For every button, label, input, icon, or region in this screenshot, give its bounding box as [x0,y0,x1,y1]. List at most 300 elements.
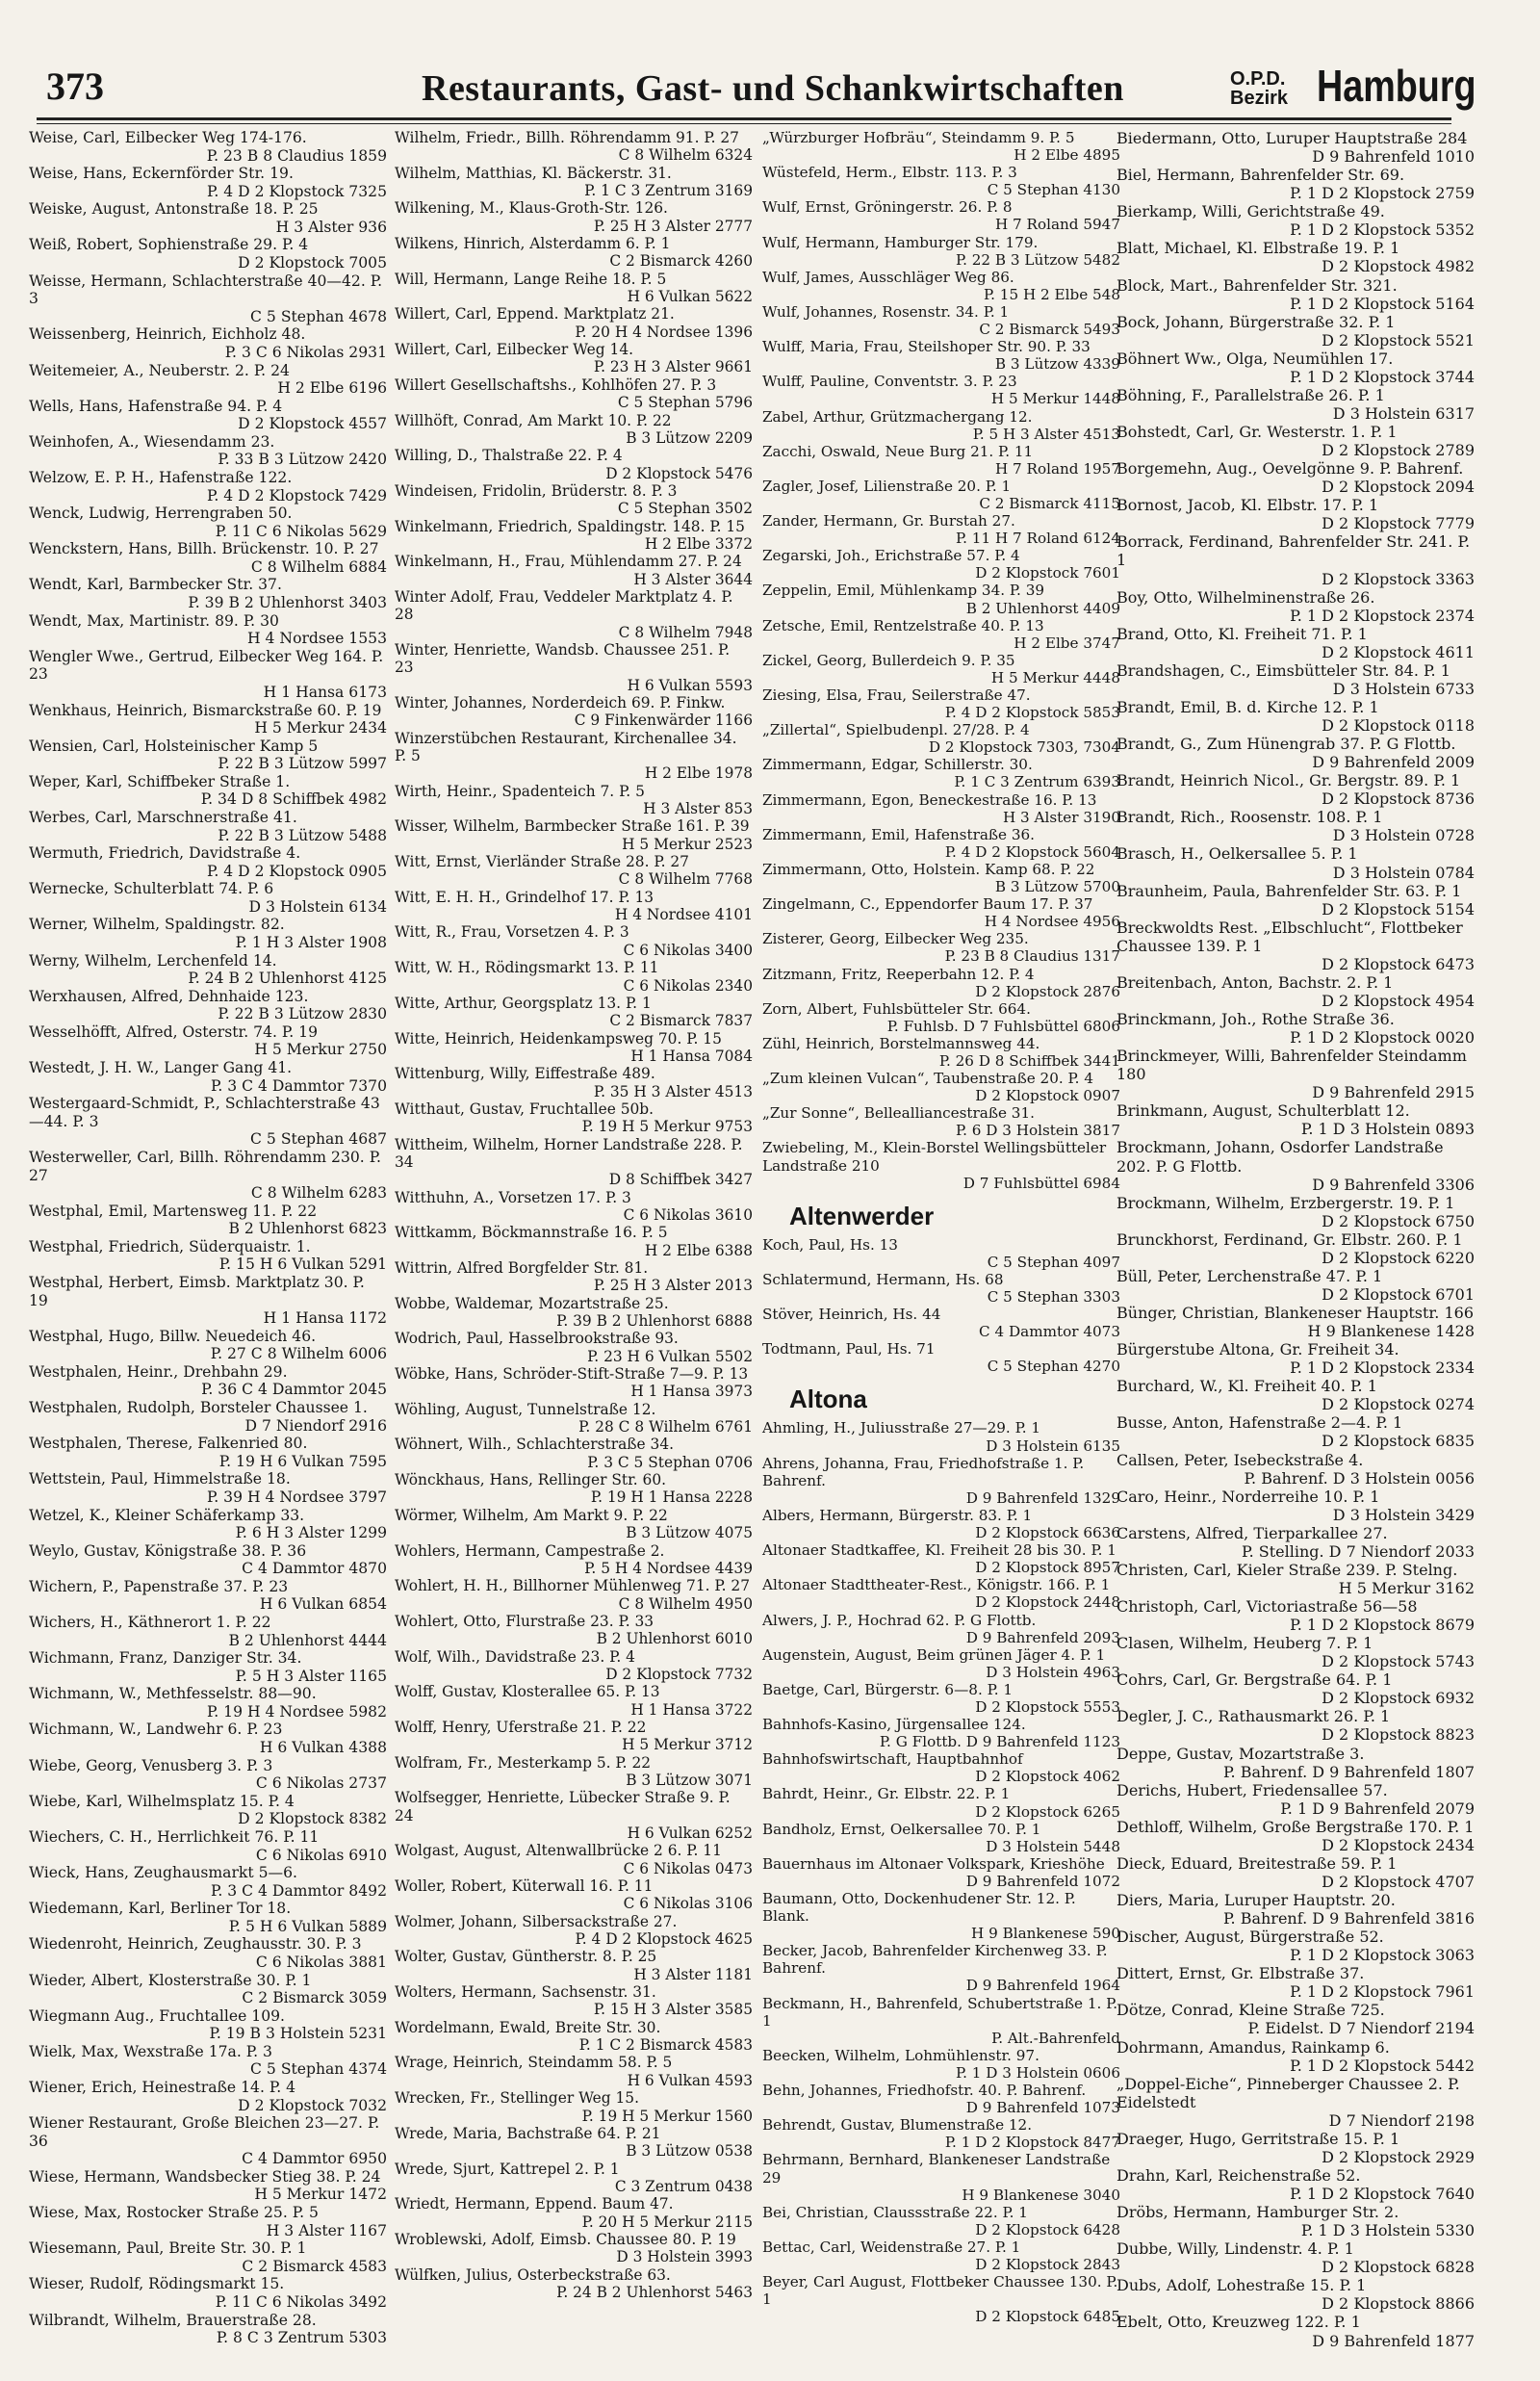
entry-name-address: Ahrens, Johanna, Frau, Friedhofstraße 1. P. Bahrenf. [762,1454,1085,1489]
entry-phone: D 2 Klopstock 7779 [1322,514,1475,533]
entry-phone: P. 23 H 6 Vulkan 5502 [587,1347,753,1365]
entry-phone: D 2 Klopstock 2094 [1322,478,1475,497]
entry-name-address: Welzow, E. P. H., Hafenstraße 122. [29,468,293,486]
entry-name-address: Wieder, Albert, Klosterstraße 30. P. 1 [29,1971,312,1989]
entry-phone: H 5 Merkur 2750 [254,1041,387,1059]
entry-name-address: Blatt, Michael, Kl. Elbstraße 19. P. 1 [1116,239,1400,258]
directory-entry [762,478,1120,512]
entry-phone: D 9 Bahrenfeld 1877 [1312,2331,1475,2350]
entry-phone: P. 1 D 2 Klopstock 8477 [944,2134,1120,2152]
entry-name-address: Weissenberg, Heinrich, Eichholz 48. [29,325,306,344]
directory-entry [29,165,387,200]
entry-phone: D 2 Klopstock 5154 [1322,899,1475,919]
entry-phone: H 5 Merkur 1448 [990,390,1120,408]
directory-entry [762,861,1120,895]
directory-entry [1116,771,1475,808]
entry-name-address: Schlatermund, Hermann, Hs. 68 [762,1270,1004,1288]
entry-name-address: Becker, Jacob, Bahrenfelder Kirchenweg 33. P. Bahrenf. [762,1942,1108,1978]
entry-name-address: Wettstein, Paul, Himmelstraße 18. [29,1470,291,1488]
directory-entry [395,817,753,853]
entry-phone: C 4 Dammtor 4073 [979,1323,1120,1341]
directory-entry [395,2161,753,2196]
entry-name-address: Wolfsegger, Henriette, Lübecker Straße 9. P. 24 [395,1789,731,1825]
entry-phone: D 2 Klopstock 5743 [1322,1652,1475,1671]
directory-entry [29,809,387,844]
entry-phone: H 5 Merkur 2523 [622,835,753,853]
entry-name-address: Wichmann, W., Landwehr 6. P. 23 [29,1721,283,1739]
entry-name-address: Dohrmann, Amandus, Rainkamp 6. [1116,2037,1390,2057]
entry-phone: D 2 Klopstock 5476 [605,464,753,482]
entry-phone: P. 39 B 2 Uhlenhorst 3403 [188,594,387,612]
entry-phone: C 5 Stephan 4270 [987,1358,1120,1376]
entry-phone: B 3 Lützow 2209 [626,428,753,447]
entry-phone: D 3 Holstein 5448 [986,1837,1120,1855]
entry-phone: P. 1 D 2 Klopstock 3744 [1290,367,1475,386]
entry-name-address: Witthaut, Gustav, Fruchtallee 50b. [395,1100,654,1118]
directory-entry [762,2082,1120,2116]
entry-phone: D 3 Holstein 0728 [1332,826,1475,845]
entry-name-address: Wiener, Erich, Heinestraße 14. P. 4 [29,2079,296,2097]
directory-entry [29,433,387,469]
entry-phone: C 2 Bismarck 4260 [609,252,753,271]
entry-phone: P. 5 H 3 Alster 1165 [235,1667,387,1685]
directory-entry [395,447,753,482]
entry-name-address: Wobbe, Waldemar, Mozartstraße 25. [395,1294,669,1312]
directory-entry [1116,423,1475,459]
entry-phone: P. 4 D 2 Klopstock 7325 [207,182,387,200]
entry-phone: C 8 Wilhelm 6283 [250,1184,387,1203]
entry-name-address: Wetzel, K., Kleiner Schäferkamp 33. [29,1506,305,1524]
entry-phone: D 2 Klopstock 4707 [1322,1872,1475,1891]
entry-name-address: Biel, Hermann, Bahrenfelder Str. 69. [1116,166,1405,185]
entry-phone: H 4 Nordsee 4956 [984,913,1120,931]
entry-phone: D 2 Klopstock 8382 [238,1810,387,1828]
entry-phone: D 2 Klopstock 4982 [1322,257,1475,276]
entry-name-address: Zickel, Georg, Bullerdeich 9. P. 35 [762,651,1015,669]
entry-name-address: Stöver, Heinrich, Hs. 44 [762,1306,941,1324]
directory-entry [29,1059,387,1095]
entry-phone: P. 11 C 6 Nikolas 5629 [215,522,387,540]
directory-entry [1116,1377,1475,1413]
directory-entry [395,730,753,783]
entry-name-address: Carstens, Alfred, Tierparkallee 27. [1116,1523,1388,1542]
directory-entry [762,164,1120,198]
entry-phone: H 5 Merkur 3162 [1338,1578,1475,1597]
entry-name-address: Wohlers, Hermann, Campestraße 2. [395,1541,665,1560]
directory-entry [395,482,753,518]
entry-phone: D 9 Bahrenfeld 1010 [1312,147,1475,167]
entry-name-address: Wolfram, Fr., Mesterkamp 5. P. 22 [395,1753,652,1772]
entry-name-address: „Zillertal“, Spielbudenpl. 27/28. P. 4 [762,721,1030,739]
entry-name-address: Willert Gesellschaftshs., Kohlhöfen 27. P. 3 [395,375,717,394]
entry-name-address: Zander, Hermann, Gr. Burstah 27. [762,512,1015,531]
entry-name-address: Bahnhofswirtschaft, Hauptbahnhof [762,1750,1023,1769]
entry-name-address: Westphalen, Heinr., Drehbahn 29. [29,1362,288,1381]
entry-name-address: Caro, Heinr., Norderreihe 10. P. 1 [1116,1487,1380,1506]
entry-phone: P. 3 C 4 Dammtor 7370 [210,1076,387,1095]
entry-name-address: Zisterer, Georg, Eilbecker Weg 235. [762,930,1029,948]
entry-phone: D 2 Klopstock 5553 [975,1697,1120,1716]
directory-entry [1116,1634,1475,1670]
directory-entry [1116,1597,1475,1634]
entry-phone: B 2 Uhlenhorst 4409 [965,599,1120,617]
directory-entry [762,1541,1120,1576]
directory-entry [395,235,753,271]
entry-name-address: Breitenbach, Anton, Bachstr. 2. P. 1 [1116,972,1394,992]
entry-name-address: Wieck, Hans, Zeughausmarkt 5—6. [29,1864,297,1882]
directory-entry [29,1614,387,1649]
entry-name-address: Wenkhaus, Heinrich, Bismarckstraße 60. P. 19 [29,701,382,719]
entry-name-address: Biedermann, Otto, Luruper Hauptstraße 284 [1116,129,1468,147]
entry-phone: D 3 Holstein 3429 [1332,1505,1475,1524]
entry-name-address: Dubbe, Willy, Lindenstr. 4. P. 1 [1116,2239,1354,2259]
directory-entry [395,588,753,641]
directory-entry [29,648,387,702]
entry-name-address: Wroblewski, Adolf, Eimsb. Chaussee 80. P. 19 [395,2230,736,2248]
directory-entry [395,2089,753,2125]
entry-name-address: Beckmann, H., Bahrenfeld, Schubertstraße 1. P. 1 [762,1994,1118,2030]
directory-entry [762,1890,1120,1942]
entry-phone: B 3 Lützow 5700 [994,878,1120,896]
entry-name-address: Wells, Hans, Hafenstraße 94. P. 4 [29,397,283,415]
directory-entry [762,756,1120,790]
entry-name-address: Werner, Wilhelm, Spaldingstr. 82. [29,916,285,934]
directory-entry [762,1612,1120,1646]
entry-phone: D 2 Klopstock 3363 [1322,569,1475,588]
directory-entry [1116,698,1475,735]
directory-entry [1116,276,1475,313]
entry-name-address: Wulf, James, Ausschläger Weg 86. [762,268,1014,286]
directory-entry [1116,1138,1475,1193]
entry-name-address: Westphal, Hugo, Billw. Neuedeich 46. [29,1327,317,1345]
entry-phone: D 9 Bahrenfeld 1073 [965,2099,1120,2117]
entry-name-address: Wönckhaus, Hans, Rellinger Str. 60. [395,1471,667,1489]
directory-entry [762,1419,1120,1454]
directory-entry [29,2007,387,2043]
entry-name-address: Westphal, Emil, Martensweg 11. P. 22 [29,1202,318,1220]
entry-phone: P. 1 D 2 Klopstock 5164 [1290,294,1475,313]
entry-phone: P. Fuhlsb. D 7 Fuhlsbüttel 6806 [886,1017,1120,1035]
entry-name-address: Wittrin, Alfred Borgfelder Str. 81. [395,1259,649,1277]
column-1 [29,129,387,2347]
entry-phone: C 6 Nikolas 3610 [623,1205,753,1224]
entry-phone: D 2 Klopstock 2434 [1322,1835,1475,1854]
directory-entry [29,1363,387,1399]
directory-entry [395,1683,753,1719]
entry-phone: H 5 Merkur 3712 [622,1736,753,1754]
entry-phone: P. 34 D 8 Schiffbek 4982 [200,790,387,809]
directory-entry [29,2168,387,2204]
entry-name-address: Winter, Johannes, Norderdeich 69. P. Finkw. [395,694,726,712]
directory-entry [29,1023,387,1059]
entry-phone: H 1 Hansa 6173 [263,683,387,701]
directory-entry [395,1030,753,1066]
entry-phone: P. 5 H 4 Nordsee 4439 [584,1559,753,1577]
entry-name-address: Augenstein, August, Beim grünen Jäger 4. P. 1 [762,1645,1106,1664]
entry-name-address: Brasch, H., Oelkersallee 5. P. 1 [1116,844,1358,864]
entry-name-address: Degler, J. C., Rathausmarkt 26. P. 1 [1116,1707,1391,1726]
entry-name-address: Zimmermann, Edgar, Schillerstr. 30. [762,756,1033,774]
directory-entry [1116,2166,1475,2203]
entry-name-address: Bahnhofs-Kasino, Jürgensallee 124. [762,1716,1026,1734]
directory-entry [395,412,753,448]
entry-phone: P. 1 D 2 Klopstock 7640 [1290,2185,1475,2203]
entry-name-address: Zagler, Josef, Lilienstraße 20. P. 1 [762,477,1012,495]
entry-name-address: Winter Adolf, Frau, Veddeler Marktplatz 4. P. 28 [395,587,733,624]
entry-name-address: Brinckmeyer, Willi, Bahrenfelder Steindamm 180 [1116,1047,1467,1084]
directory-entry [762,338,1120,373]
entry-phone: P. 39 B 2 Uhlenhorst 6888 [556,1312,753,1331]
entry-name-address: Wülfken, Julius, Osterbeckstraße 63. [395,2265,671,2284]
entry-name-address: Witte, Arthur, Georgsplatz 13. P. 1 [395,994,652,1012]
entry-name-address: Wilhelm, Matthias, Kl. Bäckerstr. 31. [395,164,672,182]
entry-name-address: Wieser, Rudolf, Rödingsmarkt 15. [29,2275,285,2293]
entry-phone: H 7 Roland 1957 [994,459,1120,478]
entry-name-address: Wörmer, Wilhelm, Am Markt 9. P. 22 [395,1506,668,1524]
directory-entry [395,518,753,554]
entry-phone: D 2 Klopstock 4611 [1322,642,1475,661]
entry-phone: P. 1 D 2 Klopstock 5352 [1290,220,1475,240]
entry-phone: D 3 Holstein 6135 [986,1436,1120,1455]
opd-label [1230,69,1288,108]
entry-phone: B 2 Uhlenhorst 6010 [596,1630,753,1648]
entry-name-address: Bettac, Carl, Weidenstraße 27. P. 1 [762,2238,1021,2256]
entry-name-address: Zegarski, Joh., Erichstraße 57. P. 4 [762,547,1020,565]
entry-phone: P. 1 D 3 Holstein 5330 [1300,2221,1475,2240]
entry-name-address: Willhöft, Conrad, Am Markt 10. P. 22 [395,411,672,429]
directory-entry [29,612,387,648]
directory-entry [29,272,387,326]
entry-phone: H 5 Merkur 2434 [254,719,387,738]
directory-entry [1116,1561,1475,1597]
entry-phone: H 6 Vulkan 5593 [627,676,753,694]
entry-phone: H 3 Alster 853 [643,800,753,818]
entry-name-address: Weylo, Gustav, Königstraße 38. P. 36 [29,1541,307,1560]
directory-entry [395,199,753,235]
entry-name-address: Wöhling, August, Tunnelstraße 12. [395,1400,656,1418]
entry-phone: C 2 Bismarck 3059 [242,1989,387,2007]
city-title: Hamburg [1317,61,1476,111]
directory-entry [1116,1781,1475,1818]
entry-phone: P. 4 D 2 Klopstock 5853 [944,704,1120,722]
directory-entry [1116,919,1475,973]
entry-phone: D 2 Klopstock 6428 [975,2220,1120,2239]
entry-name-address: Werny, Wilhelm, Lerchenfeld 14. [29,951,277,970]
entry-phone: C 8 Wilhelm 7768 [618,870,753,889]
entry-phone: P. 23 B 8 Claudius 1317 [944,947,1120,966]
entry-phone: C 5 Stephan 4687 [250,1130,387,1149]
directory-entry [29,916,387,951]
directory-entry [1116,1413,1475,1450]
entry-phone: C 6 Nikolas 2340 [623,976,753,995]
entry-name-address: Zwiebeling, M., Klein-Borstel Wellingsbütteler Landstraße 210 [762,1139,1107,1175]
entry-name-address: Dieck, Eduard, Breitestraße 59. P. 1 [1116,1853,1398,1873]
directory-entry [1116,973,1475,1010]
directory-entry [1116,1267,1475,1304]
entry-name-address: Wiebe, Georg, Venusberg 3. P. 3 [29,1756,273,1774]
directory-entry [29,505,387,540]
entry-name-address: Witt, W. H., Rödingsmarkt 13. P. 11 [395,959,659,977]
entry-name-address: Böhnert Ww., Olga, Neumühlen 17. [1116,349,1394,368]
entry-phone: P. 1 D 2 Klopstock 0020 [1290,1028,1475,1048]
entry-phone: H 6 Vulkan 6252 [627,1825,753,1842]
entry-name-address: Wisser, Wilhelm, Barmbecker Straße 161. P. 39 [395,817,750,836]
entry-name-address: „Zur Sonne“, Belleallianсestraße 31. [762,1104,1035,1123]
entry-phone: D 2 Klopstock 8823 [1322,1725,1475,1745]
directory-entry [762,721,1120,756]
directory-entry [29,200,387,236]
entry-phone: B 2 Uhlenhorst 6823 [228,1220,387,1238]
entry-phone: D 2 Klopstock 6220 [1322,1248,1475,1267]
entry-name-address: Wenck, Ludwig, Herrengraben 50. [29,505,293,523]
entry-phone: P. 25 H 3 Alster 2013 [593,1277,753,1295]
directory-entry [1116,1928,1475,1964]
directory-entry [1116,1304,1475,1340]
entry-phone: D 9 Bahrenfeld 1964 [965,1977,1120,1995]
entry-phone: B 2 Uhlenhorst 4444 [228,1631,387,1649]
entry-phone: C 6 Nikolas 3106 [623,1895,753,1913]
entry-phone: D 2 Klopstock 0907 [975,1087,1120,1105]
entry-name-address: Altonaer Stadtkaffee, Kl. Freiheit 28 bis 30. P. 1 [762,1541,1116,1560]
entry-phone: D 2 Klopstock 7732 [605,1665,753,1683]
directory-entry [29,1828,387,1864]
entry-phone: D 9 Bahrenfeld 1072 [965,1872,1120,1890]
directory-entry [395,1065,753,1100]
entry-phone: D 9 Bahrenfeld 3306 [1312,1175,1475,1194]
entry-phone: D 2 Klopstock 6265 [975,1802,1120,1821]
entry-phone: D 2 Klopstock 0118 [1322,716,1475,735]
entry-name-address: Wulf, Hermann, Hamburger Str. 179. [762,233,1039,251]
entry-name-address: Wernecke, Schulterblatt 74. P. 6 [29,880,274,898]
directory-entry [395,305,753,341]
directory-entry [29,1721,387,1756]
entry-phone: C 5 Stephan 5796 [617,394,753,412]
directory-entry [762,234,1120,269]
entry-phone: D 7 Fuhlsbüttel 6984 [962,1174,1120,1192]
entry-phone: D 3 Holstein 4963 [986,1663,1120,1681]
entry-name-address: Wohlert, Otto, Flurstraße 23. P. 33 [395,1612,654,1630]
directory-entry [762,129,1120,164]
directory-entry [395,1983,753,2019]
directory-entry [1116,1340,1475,1377]
directory-entry [395,995,753,1030]
directory-entry [1116,1047,1475,1101]
entry-name-address: Wolgast, August, Altenwallbrücke 2 6. P. 11 [395,1842,722,1860]
entry-name-address: Wolter, Gustav, Güntherstr. 8. P. 25 [395,1948,657,1966]
entry-phone: D 2 Klopstock 6932 [1322,1689,1475,1708]
directory-entry [1116,2239,1475,2276]
entry-name-address: Wolmer, Johann, Silbersackstraße 27. [395,1912,678,1930]
entry-name-address: Wilkening, M., Klaus-Groth-Str. 126. [395,199,668,218]
directory-entry [395,165,753,200]
directory-entry [29,576,387,611]
entry-name-address: Winzerstübchen Restaurant, Kirchenallee 34. P. 5 [395,729,737,765]
entry-name-address: Zingelmann, C., Eppendorfer Baum 17. P. 37 [762,895,1093,914]
directory-entry [762,1646,1120,1681]
entry-name-address: Zacchi, Oswald, Neue Burg 21. P. 11 [762,442,1034,460]
entry-phone: H 9 Blankenese 1428 [1307,1322,1475,1341]
directory-entry [29,1238,387,1274]
directory-entry [29,2239,387,2275]
entry-phone: B 3 Lützow 0538 [626,2142,753,2161]
entry-phone: P. 19 H 6 Vulkan 7595 [218,1452,387,1470]
directory-entry [395,1224,753,1259]
directory-entry [29,2114,387,2168]
entry-name-address: Wittenburg, Willy, Eiffestraße 489. [395,1065,655,1083]
entry-phone: P. 36 C 4 Dammtor 2045 [201,1381,387,1399]
directory-entry [29,1328,387,1363]
entry-phone: P. 1 C 3 Zentrum 6393 [954,773,1120,791]
entry-phone: P. 4 D 2 Klopstock 5604 [944,842,1120,861]
directory-entry [29,2079,387,2114]
entry-phone: P. 6 D 3 Holstein 3817 [955,1122,1120,1140]
entry-name-address: Wohlert, H. H., Billhorner Mühlenweg 71. P. 27 [395,1577,751,1595]
directory-entry [762,2047,1120,2082]
entry-name-address: Boy, Otto, Wilhelminenstraße 26. [1116,587,1375,607]
entry-phone: P. Alt.-Bahrenfeld [991,2029,1120,2047]
directory-entry [1116,532,1475,587]
directory-entry [29,1470,387,1506]
entry-name-address: Wittkamm, Böckmannstraße 16. P. 5 [395,1224,668,1242]
directory-entry [395,2195,753,2231]
entry-name-address: Borgemehn, Aug., Oevelgönne 9. P. Bahrenf. [1116,459,1464,479]
directory-entry [395,1295,753,1331]
entry-phone: C 5 Stephan 3303 [987,1288,1120,1306]
directory-entry [29,1149,387,1203]
entry-name-address: Willert, Carl, Eilbecker Weg 14. [395,341,634,359]
entry-name-address: Wriedt, Hermann, Eppend. Baum 47. [395,2195,674,2213]
entry-name-address: Drahn, Karl, Reichenstraße 52. [1116,2165,1361,2185]
entry-name-address: Wielk, Max, Wexstraße 17a. P. 3 [29,2042,272,2060]
directory-entry [395,2125,753,2161]
entry-phone: D 2 Klopstock 0274 [1322,1395,1475,1414]
entry-phone: C 3 Zentrum 0438 [614,2177,753,2195]
entry-name-address: Witt, Ernst, Vierländer Straße 28. P. 27 [395,853,689,871]
entry-name-address: Wendt, Max, Martinistr. 89. P. 30 [29,611,279,630]
directory-entry [1116,1891,1475,1928]
entry-phone: P. 11 C 6 Nikolas 3492 [215,2292,387,2311]
entry-name-address: Ahmling, H., Juliusstraße 27—29. P. 1 [762,1419,1041,1437]
entry-name-address: Wichern, P., Papenstraße 37. P. 23 [29,1577,289,1595]
entry-phone: H 9 Blankenese 590 [971,1925,1120,1943]
entry-phone: C 4 Dammtor 4870 [242,1560,387,1578]
directory-entry [29,1274,387,1328]
entry-phone: D 2 Klopstock 2448 [975,1593,1120,1612]
entry-phone: D 2 Klopstock 8866 [1322,2294,1475,2314]
directory-entry [29,129,387,165]
directory-entry [762,966,1120,1000]
entry-phone: H 2 Elbe 4895 [1014,146,1120,165]
directory-entry [1116,239,1475,275]
directory-entry [1116,1230,1475,1267]
entry-name-address: Zühl, Heinrich, Borstelmannsweg 44. [762,1034,1040,1052]
entry-phone: P. 1 D 2 Klopstock 2334 [1290,1359,1475,1378]
opd-text: O.P.D. [1230,68,1286,90]
directory-entry [762,1821,1120,1855]
entry-phone: H 2 Elbe 1978 [644,764,753,783]
entry-name-address: Altonaer Stadttheater-Rest., Königstr. 166. P. 1 [762,1576,1111,1594]
entry-name-address: Zeppelin, Emil, Mühlenkamp 34. P. 39 [762,582,1045,600]
entry-phone: P. 15 H 2 Elbe 548 [984,285,1120,303]
entry-phone: P. 3 C 5 Stephan 0706 [587,1453,753,1471]
entry-phone: C 8 Wilhelm 7948 [618,623,753,641]
entry-name-address: Wiese, Hermann, Wandsbecker Stieg 38. P. 24 [29,2167,381,2186]
entry-name-address: Bei, Christian, Claussstraße 22. P. 1 [762,2203,1028,2221]
directory-entry [395,376,753,412]
entry-phone: C 2 Bismarck 4115 [979,494,1120,512]
entry-phone: H 7 Roland 5947 [994,216,1120,234]
entry-name-address: Brand, Otto, Kl. Freiheit 71. P. 1 [1116,624,1368,643]
